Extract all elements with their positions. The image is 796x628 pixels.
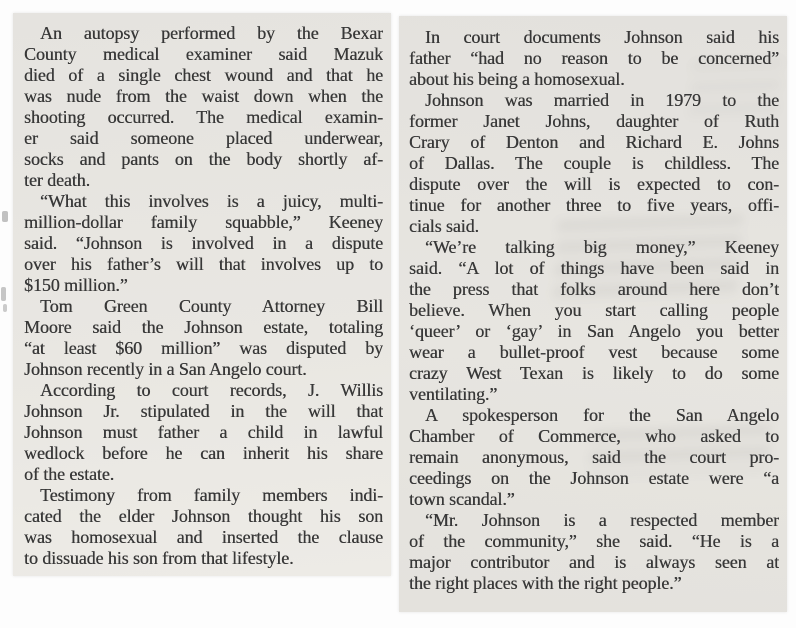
paragraph	[24, 380, 383, 485]
scan-artifact	[1, 287, 6, 301]
text-line: Johnson recently in a San Angelo court.	[24, 359, 307, 379]
text-line: er said someone placed underwear,	[24, 128, 383, 148]
text-line: to dissuade his son from that lifestyle.	[24, 548, 294, 568]
text-line: dispute over the will is expected to con-	[409, 174, 779, 194]
text-line: was homosexual and inserted the clause	[24, 527, 383, 547]
text-line: shooting occurred. The medical examin-	[24, 107, 383, 127]
text-line: crazy West Texan is likely to do some	[409, 363, 779, 383]
text-line: said. “Johnson is involved in a dispute	[24, 233, 383, 253]
text-line: Chamber of Commerce, who asked to	[409, 426, 779, 446]
text-line: socks and pants on the body shortly af-	[24, 149, 383, 169]
text-line: of the estate.	[24, 464, 115, 484]
text-line: over his father’s will that involves up to	[24, 254, 383, 274]
paragraph	[24, 23, 383, 191]
text-line: wear a bullet-proof vest because some	[409, 342, 779, 362]
paragraph	[24, 296, 383, 380]
text-line: the press that folks around here don’t	[409, 279, 779, 299]
text-line: wedlock before he can inherit his share	[24, 443, 383, 463]
text-line: Johnson Jr. stipulated in the will that	[24, 401, 383, 421]
text-line: In court documents Johnson said his	[425, 27, 779, 47]
text-line: “at least $60 million” was disputed by	[24, 338, 383, 358]
text-line: major contributor and is always seen at	[409, 552, 779, 572]
text-line: believe. When you start calling people	[409, 300, 779, 320]
text-line: said. “A lot of things have been said in	[409, 258, 779, 278]
text-line: ‘queer’ or ‘gay’ in San Angelo you better	[409, 321, 779, 341]
text-line: An autopsy performed by the Bexar	[40, 23, 383, 43]
text-line: million-dollar family squabble,” Keeney	[24, 212, 383, 232]
text-line: $150 million.”	[24, 275, 128, 295]
text-line: father “had no reason to be concerned”	[409, 48, 779, 68]
text-line: town scandal.”	[409, 489, 515, 509]
text-line: ventilating.”	[409, 384, 498, 404]
text-line: of the community,” she said. “He is a	[409, 531, 779, 551]
text-line: “We’re talking big money,” Keeney	[425, 237, 779, 257]
paragraph	[24, 191, 383, 296]
text-line: According to court records, J. Willis	[40, 380, 383, 400]
text-line: cated the elder Johnson thought his son	[24, 506, 383, 526]
text-line: Moore said the Johnson estate, totaling	[24, 317, 383, 337]
text-line: remain anonymous, said the court pro-	[409, 447, 779, 467]
text-line: “What this involves is a juicy, multi-	[40, 191, 383, 211]
text-line: died of a single chest wound and that he	[24, 65, 383, 85]
text-line: “Mr. Johnson is a respected member	[425, 510, 779, 530]
text-line: ter death.	[24, 170, 90, 190]
text-line: the right places with the right people.”	[409, 573, 682, 593]
scan-artifact	[3, 304, 7, 312]
left-newspaper-clipping	[13, 13, 391, 576]
text-line: was nude from the waist down when the	[24, 86, 383, 106]
paragraph	[409, 405, 779, 510]
text-line: ceedings on the Johnson estate were “a	[409, 468, 779, 488]
text-line: Testimony from family members indi-	[40, 485, 383, 505]
text-line: County medical examiner said Mazuk	[24, 44, 383, 64]
text-line: former Janet Johns, daughter of Ruth	[409, 111, 779, 131]
paragraph	[409, 27, 779, 90]
paragraph	[409, 90, 779, 237]
text-line: Johnson must father a child in lawful	[24, 422, 383, 442]
text-line: cials said.	[409, 216, 479, 236]
paragraph	[409, 237, 779, 405]
paragraph	[409, 510, 779, 594]
text-line: A spokesperson for the San Angelo	[425, 405, 779, 425]
text-line: Crary of Denton and Richard E. Johns	[409, 132, 779, 152]
text-line: of Dallas. The couple is childless. The	[409, 153, 779, 173]
right-newspaper-clipping	[399, 16, 787, 612]
text-line: Johnson was married in 1979 to the	[425, 90, 779, 110]
scan-artifact	[2, 211, 8, 222]
text-line: about his being a homosexual.	[409, 69, 625, 89]
paragraph	[24, 485, 383, 569]
text-line: tinue for another three to five years, offi-	[409, 195, 779, 215]
text-line: Tom Green County Attorney Bill	[40, 296, 383, 316]
